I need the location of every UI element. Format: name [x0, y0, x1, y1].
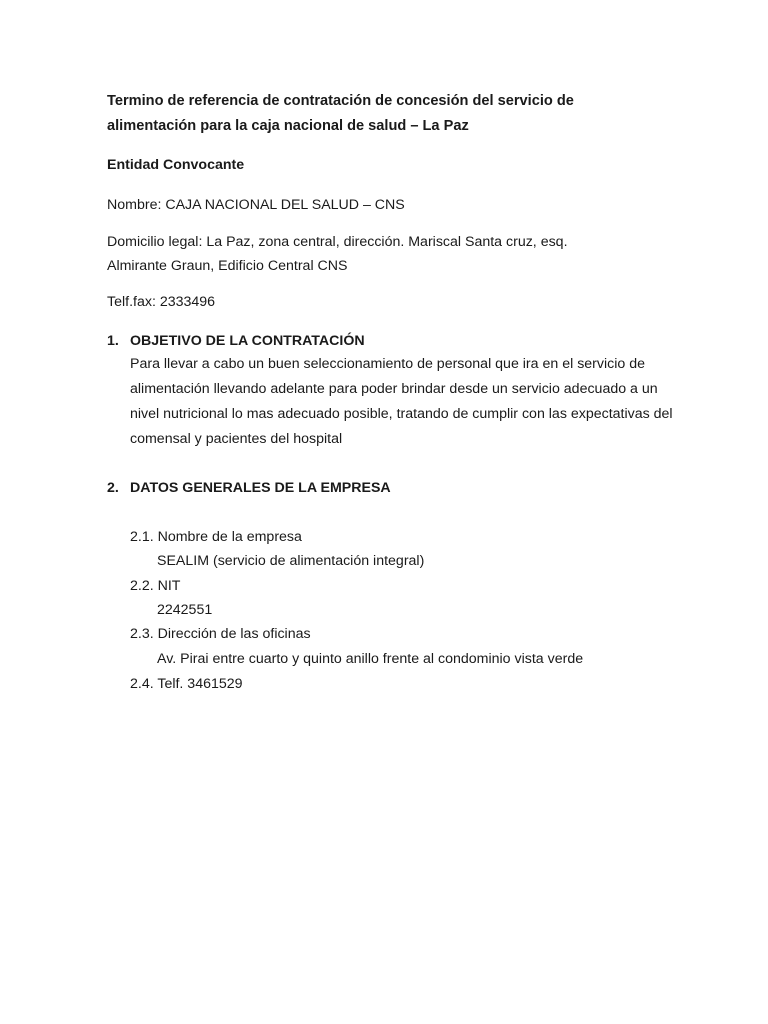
item-2-2-value: 2242551 — [157, 602, 213, 618]
section-1-title: OBJETIVO DE LA CONTRATACIÓN — [130, 333, 365, 349]
item-2-3-value: Av. Pirai entre cuarto y quinto anillo frente al condominio vista verde — [157, 651, 584, 667]
item-2-3-label: 2.3. Dirección de las oficinas — [130, 626, 311, 642]
item-2-4-label: 2.4. Telf. 3461529 — [130, 676, 243, 692]
section-2-number: 2. — [107, 480, 119, 496]
section-2-title: DATOS GENERALES DE LA EMPRESA — [130, 480, 391, 496]
entity-heading: Entidad Convocante — [107, 157, 245, 173]
section-1-heading — [107, 331, 365, 351]
section-2-heading — [107, 478, 391, 498]
section-1-body: Para llevar a cabo un buen seleccionamiento de personal que ira en el servicio de alimentación llevando adelante para poder brindar desde un servicio adecuado a un nivel nutricional lo mas adecuado posible, tratando de cumplir con las expectativas del comensal y pacientes del hospital — [130, 356, 673, 447]
document-title: Termino de referencia de contratación de concesión del servicio de alimentación para la caja nacional de salud – La Paz — [107, 93, 574, 134]
section-1-number: 1. — [107, 333, 119, 349]
item-2-1-value: SEALIM (servicio de alimentación integral) — [157, 553, 425, 569]
entity-name: Nombre: CAJA NACIONAL DEL SALUD – CNS — [107, 197, 405, 213]
entity-telfax: Telf.fax: 2333496 — [107, 294, 216, 310]
item-2-2-label: 2.2. NIT — [130, 578, 181, 594]
entity-address: Domicilio legal: La Paz, zona central, dirección. Mariscal Santa cruz, esq. Almirante Graun, Edificio Central CNS — [107, 234, 568, 274]
item-2-1-label: 2.1. Nombre de la empresa — [130, 529, 302, 545]
